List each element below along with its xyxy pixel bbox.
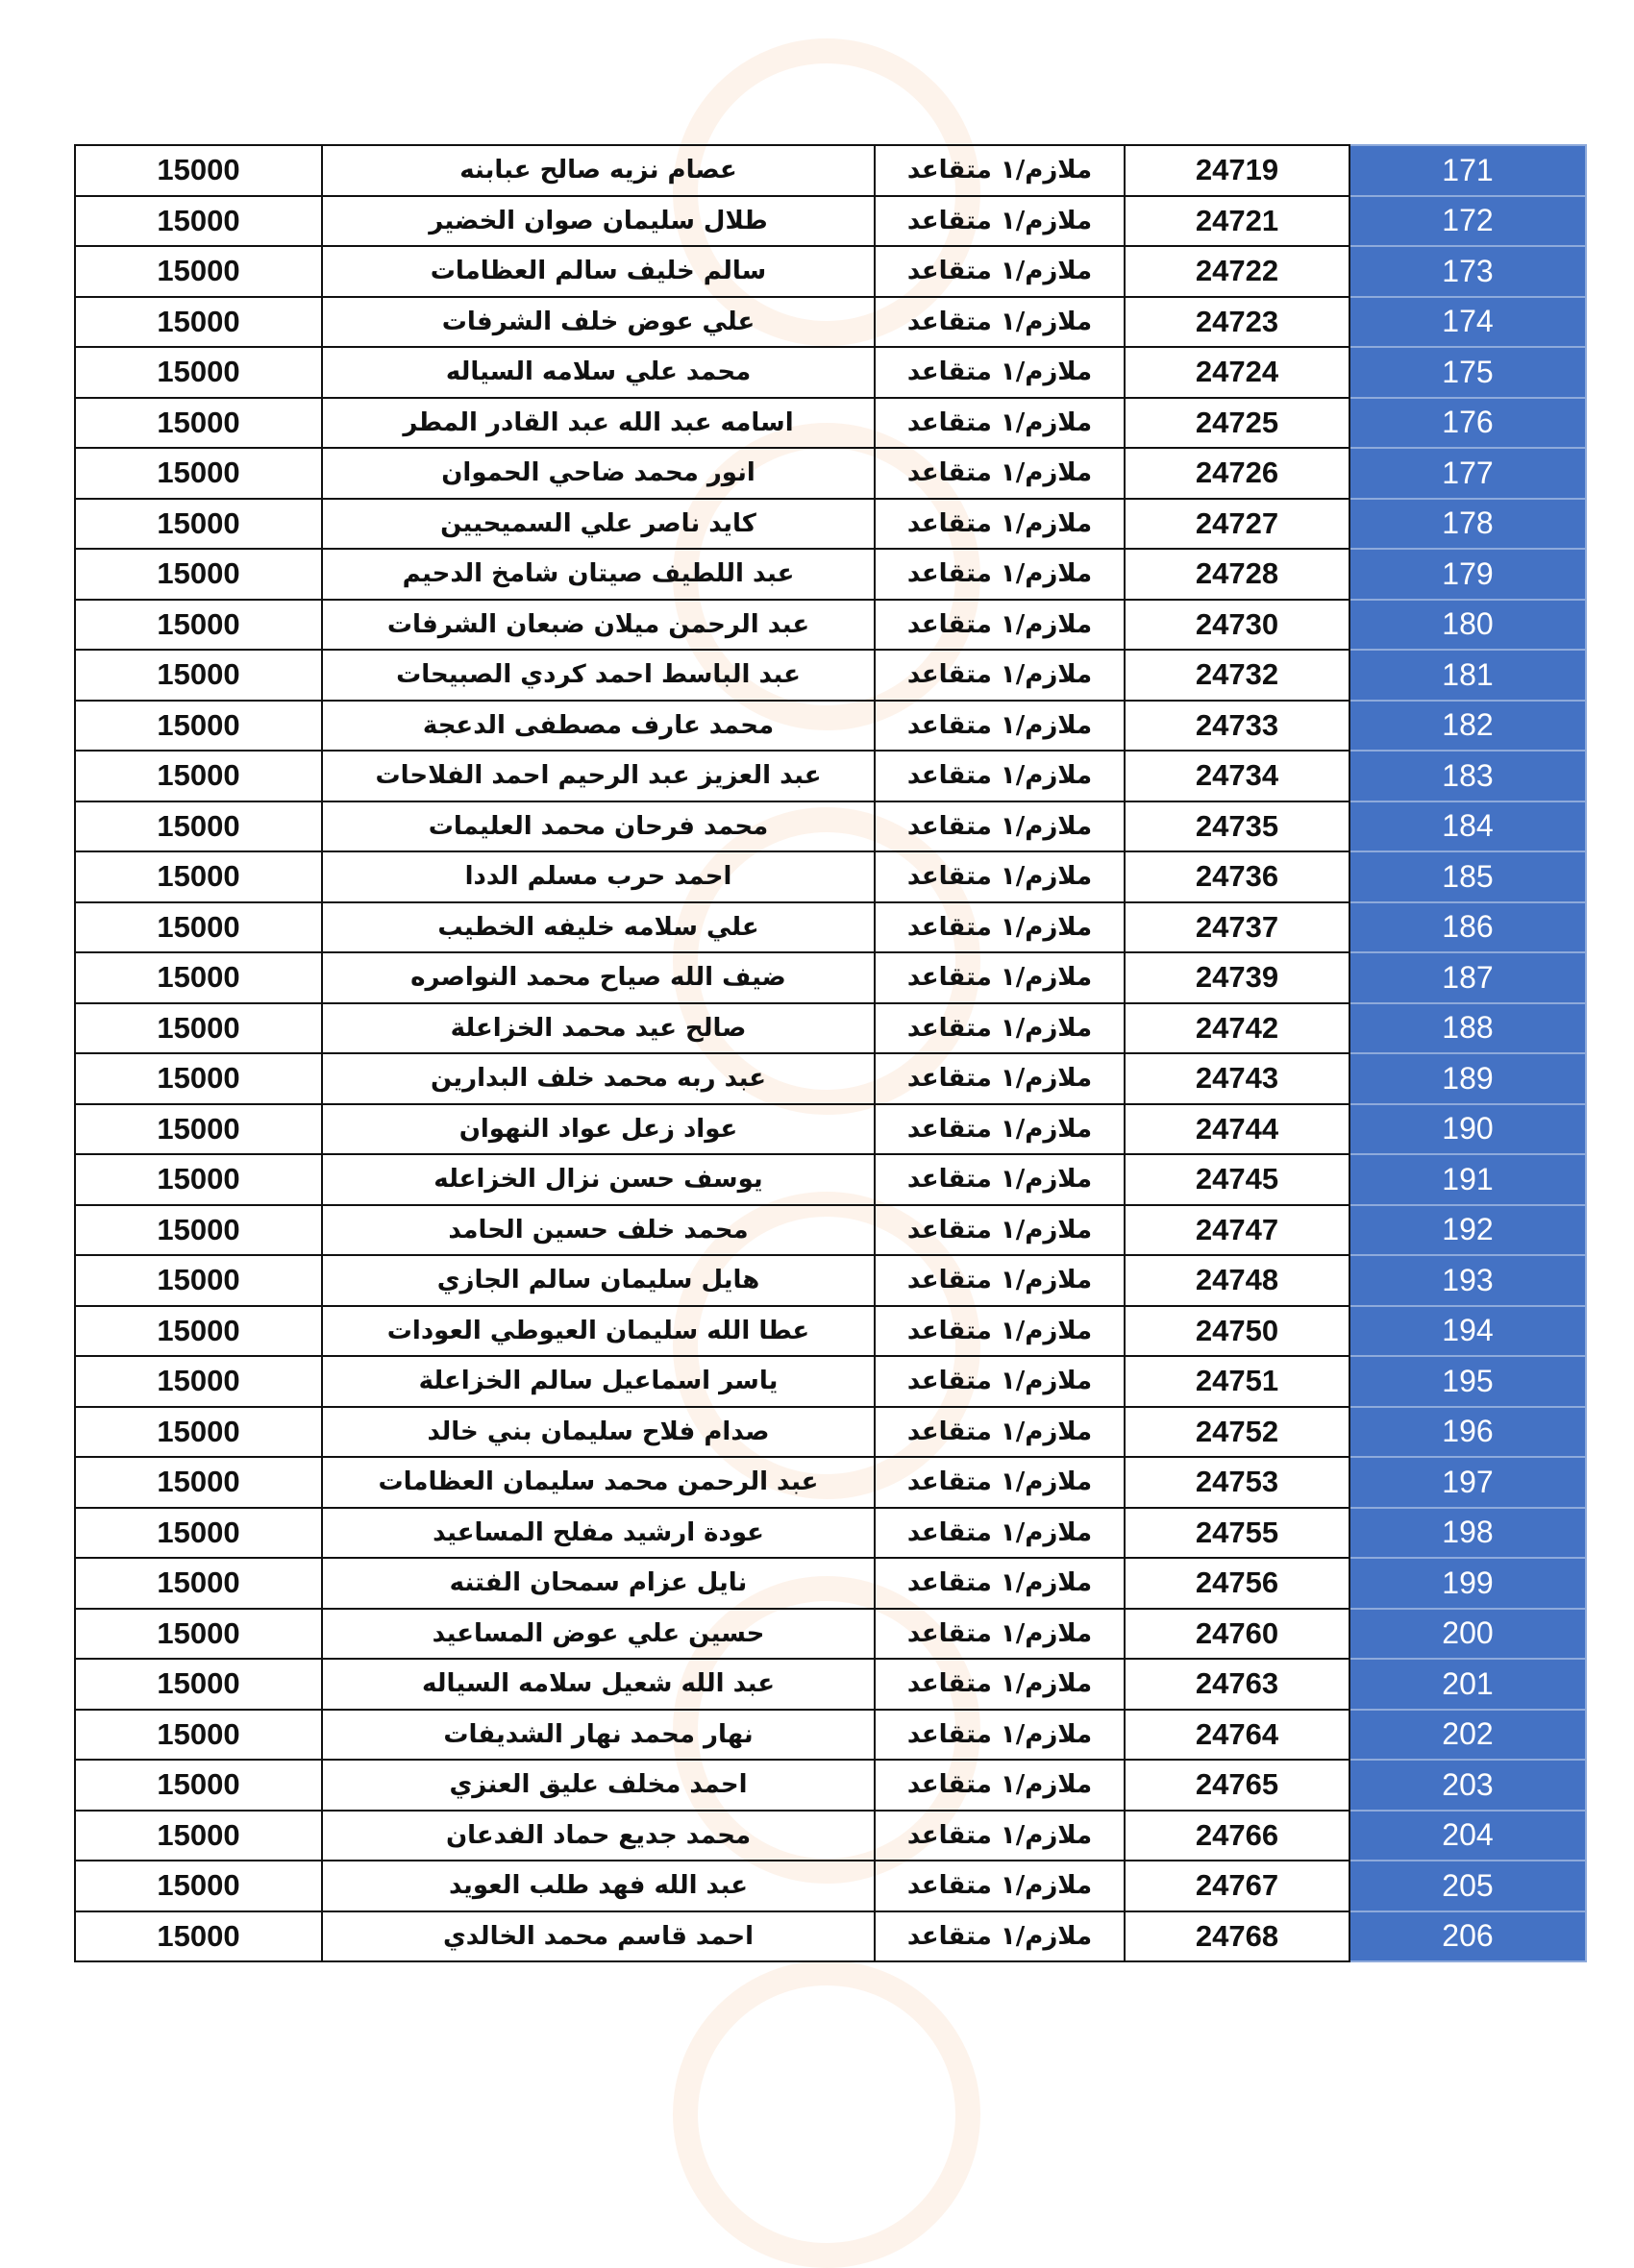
rank-cell: ملازم/١ متقاعد xyxy=(875,1760,1125,1811)
table-row xyxy=(75,600,1586,651)
table-row xyxy=(75,448,1586,499)
id-cell: 24722 xyxy=(1125,246,1349,297)
rank-cell: ملازم/١ متقاعد xyxy=(875,1356,1125,1407)
rank-cell: ملازم/١ متقاعد xyxy=(875,952,1125,1003)
name-cell: نهار محمد نهار الشديفات xyxy=(322,1710,875,1761)
rank-cell: ملازم/١ متقاعد xyxy=(875,1508,1125,1559)
row-number-cell: 202 xyxy=(1349,1710,1586,1761)
table-row xyxy=(75,751,1586,801)
name-cell: محمد عارف مصطفى الدعجة xyxy=(322,701,875,752)
table-row xyxy=(75,246,1586,297)
row-number-cell: 173 xyxy=(1349,246,1586,297)
name-cell: عودة ارشيد مفلح المساعيد xyxy=(322,1508,875,1559)
table-row xyxy=(75,1104,1586,1155)
amount-cell: 15000 xyxy=(75,1154,322,1205)
id-cell: 24768 xyxy=(1125,1911,1349,1962)
amount-cell: 15000 xyxy=(75,1003,322,1054)
amount-cell: 15000 xyxy=(75,499,322,550)
name-cell: احمد حرب مسلم الددا xyxy=(322,851,875,902)
name-cell: عبد الله فهد طلب العويد xyxy=(322,1861,875,1911)
rank-cell: ملازم/١ متقاعد xyxy=(875,1558,1125,1609)
name-cell: هايل سليمان سالم الجازي xyxy=(322,1255,875,1306)
id-cell: 24750 xyxy=(1125,1306,1349,1357)
rank-cell: ملازم/١ متقاعد xyxy=(875,1053,1125,1104)
row-number-cell: 185 xyxy=(1349,851,1586,902)
row-number-cell: 180 xyxy=(1349,600,1586,651)
name-cell: محمد جديع حماد الفدعان xyxy=(322,1811,875,1861)
name-cell: علي عوض خلف الشرفات xyxy=(322,297,875,348)
name-cell: احمد قاسم محمد الخالدي xyxy=(322,1911,875,1962)
table-row xyxy=(75,196,1586,247)
id-cell: 24736 xyxy=(1125,851,1349,902)
id-cell: 24723 xyxy=(1125,297,1349,348)
amount-cell: 15000 xyxy=(75,1811,322,1861)
table-row xyxy=(75,1861,1586,1911)
row-number-cell: 183 xyxy=(1349,751,1586,801)
rank-cell: ملازم/١ متقاعد xyxy=(875,1609,1125,1660)
table-row xyxy=(75,1154,1586,1205)
id-cell: 24763 xyxy=(1125,1659,1349,1710)
rank-cell: ملازم/١ متقاعد xyxy=(875,1306,1125,1357)
amount-cell: 15000 xyxy=(75,1457,322,1508)
amount-cell: 15000 xyxy=(75,1053,322,1104)
id-cell: 24721 xyxy=(1125,196,1349,247)
name-cell: ياسر اسماعيل سالم الخزاعلة xyxy=(322,1356,875,1407)
amount-cell: 15000 xyxy=(75,751,322,801)
name-cell: انور محمد ضاحي الحموان xyxy=(322,448,875,499)
id-cell: 24735 xyxy=(1125,801,1349,852)
name-cell: نايل عزام سمحان الفتنه xyxy=(322,1558,875,1609)
amount-cell: 15000 xyxy=(75,1407,322,1458)
name-cell: يوسف حسن نزال الخزاعله xyxy=(322,1154,875,1205)
row-number-cell: 179 xyxy=(1349,549,1586,600)
table-row xyxy=(75,1255,1586,1306)
table-row xyxy=(75,1356,1586,1407)
id-cell: 24742 xyxy=(1125,1003,1349,1054)
amount-cell: 15000 xyxy=(75,1104,322,1155)
amount-cell: 15000 xyxy=(75,145,322,196)
table-row xyxy=(75,549,1586,600)
name-cell: عصام نزيه صالح عبابنه xyxy=(322,145,875,196)
table-row xyxy=(75,1760,1586,1811)
row-number-cell: 184 xyxy=(1349,801,1586,852)
rank-cell: ملازم/١ متقاعد xyxy=(875,1205,1125,1256)
table-row xyxy=(75,952,1586,1003)
id-cell: 24719 xyxy=(1125,145,1349,196)
table-row xyxy=(75,701,1586,752)
amount-cell: 15000 xyxy=(75,1861,322,1911)
id-cell: 24756 xyxy=(1125,1558,1349,1609)
id-cell: 24765 xyxy=(1125,1760,1349,1811)
id-cell: 24744 xyxy=(1125,1104,1349,1155)
table-row xyxy=(75,1003,1586,1054)
table-row xyxy=(75,902,1586,953)
amount-cell: 15000 xyxy=(75,1558,322,1609)
id-cell: 24728 xyxy=(1125,549,1349,600)
row-number-cell: 177 xyxy=(1349,448,1586,499)
rank-cell: ملازم/١ متقاعد xyxy=(875,902,1125,953)
table-row xyxy=(75,297,1586,348)
rank-cell: ملازم/١ متقاعد xyxy=(875,1659,1125,1710)
row-number-cell: 186 xyxy=(1349,902,1586,953)
amount-cell: 15000 xyxy=(75,1356,322,1407)
rank-cell: ملازم/١ متقاعد xyxy=(875,701,1125,752)
id-cell: 24745 xyxy=(1125,1154,1349,1205)
amount-cell: 15000 xyxy=(75,398,322,449)
table-row xyxy=(75,145,1586,196)
rank-cell: ملازم/١ متقاعد xyxy=(875,1861,1125,1911)
row-number-cell: 201 xyxy=(1349,1659,1586,1710)
row-number-cell: 189 xyxy=(1349,1053,1586,1104)
row-number-cell: 204 xyxy=(1349,1811,1586,1861)
amount-cell: 15000 xyxy=(75,297,322,348)
name-cell: صدام فلاح سليمان بني خالد xyxy=(322,1407,875,1458)
row-number-cell: 178 xyxy=(1349,499,1586,550)
name-cell: حسين علي عوض المساعيد xyxy=(322,1609,875,1660)
id-cell: 24730 xyxy=(1125,600,1349,651)
name-cell: طلال سليمان صوان الخضير xyxy=(322,196,875,247)
table-row xyxy=(75,1659,1586,1710)
id-cell: 24739 xyxy=(1125,952,1349,1003)
rank-cell: ملازم/١ متقاعد xyxy=(875,549,1125,600)
id-cell: 24753 xyxy=(1125,1457,1349,1508)
name-cell: سالم خليف سالم العظامات xyxy=(322,246,875,297)
amount-cell: 15000 xyxy=(75,347,322,398)
id-cell: 24766 xyxy=(1125,1811,1349,1861)
row-number-cell: 199 xyxy=(1349,1558,1586,1609)
table-row xyxy=(75,1205,1586,1256)
row-number-cell: 198 xyxy=(1349,1508,1586,1559)
id-cell: 24727 xyxy=(1125,499,1349,550)
rank-cell: ملازم/١ متقاعد xyxy=(875,499,1125,550)
row-number-cell: 196 xyxy=(1349,1407,1586,1458)
table-row xyxy=(75,1710,1586,1761)
rank-cell: ملازم/١ متقاعد xyxy=(875,145,1125,196)
row-number-cell: 203 xyxy=(1349,1760,1586,1811)
amount-cell: 15000 xyxy=(75,1911,322,1962)
amount-cell: 15000 xyxy=(75,902,322,953)
rank-cell: ملازم/١ متقاعد xyxy=(875,1255,1125,1306)
table-row xyxy=(75,1508,1586,1559)
amount-cell: 15000 xyxy=(75,549,322,600)
row-number-cell: 172 xyxy=(1349,196,1586,247)
row-number-cell: 187 xyxy=(1349,952,1586,1003)
row-number-cell: 191 xyxy=(1349,1154,1586,1205)
row-number-cell: 194 xyxy=(1349,1306,1586,1357)
id-cell: 24726 xyxy=(1125,448,1349,499)
name-cell: عبد العزيز عبد الرحيم احمد الفلاحات xyxy=(322,751,875,801)
row-number-cell: 175 xyxy=(1349,347,1586,398)
row-number-cell: 190 xyxy=(1349,1104,1586,1155)
name-cell: محمد علي سلامه السياله xyxy=(322,347,875,398)
table-row xyxy=(75,1558,1586,1609)
id-cell: 24725 xyxy=(1125,398,1349,449)
rank-cell: ملازم/١ متقاعد xyxy=(875,851,1125,902)
rank-cell: ملازم/١ متقاعد xyxy=(875,1710,1125,1761)
table-row xyxy=(75,1609,1586,1660)
table-row xyxy=(75,801,1586,852)
name-cell: صالح عيد محمد الخزاعلة xyxy=(322,1003,875,1054)
name-cell: عواد زعل عواد النهوان xyxy=(322,1104,875,1155)
id-cell: 24743 xyxy=(1125,1053,1349,1104)
table-row xyxy=(75,1306,1586,1357)
id-cell: 24737 xyxy=(1125,902,1349,953)
table-row xyxy=(75,851,1586,902)
amount-cell: 15000 xyxy=(75,1508,322,1559)
watermark-clock-logo xyxy=(673,1960,980,2268)
amount-cell: 15000 xyxy=(75,600,322,651)
name-cell: احمد مخلف عليق العنزي xyxy=(322,1760,875,1811)
row-number-cell: 181 xyxy=(1349,650,1586,701)
id-cell: 24751 xyxy=(1125,1356,1349,1407)
name-cell: محمد فرحان محمد العليمات xyxy=(322,801,875,852)
row-number-cell: 197 xyxy=(1349,1457,1586,1508)
row-number-cell: 174 xyxy=(1349,297,1586,348)
rank-cell: ملازم/١ متقاعد xyxy=(875,347,1125,398)
rank-cell: ملازم/١ متقاعد xyxy=(875,600,1125,651)
table-row xyxy=(75,499,1586,550)
id-cell: 24732 xyxy=(1125,650,1349,701)
name-cell: عبد الله شعيل سلامه السياله xyxy=(322,1659,875,1710)
amount-cell: 15000 xyxy=(75,196,322,247)
name-cell: ضيف الله صياح محمد النواصره xyxy=(322,952,875,1003)
rank-cell: ملازم/١ متقاعد xyxy=(875,1003,1125,1054)
rank-cell: ملازم/١ متقاعد xyxy=(875,1811,1125,1861)
name-cell: عطا الله سليمان العيوطي العودات xyxy=(322,1306,875,1357)
id-cell: 24760 xyxy=(1125,1609,1349,1660)
amount-cell: 15000 xyxy=(75,1760,322,1811)
rank-cell: ملازم/١ متقاعد xyxy=(875,1104,1125,1155)
row-number-cell: 200 xyxy=(1349,1609,1586,1660)
table-row xyxy=(75,1457,1586,1508)
name-cell: علي سلامه خليفه الخطيب xyxy=(322,902,875,953)
id-cell: 24747 xyxy=(1125,1205,1349,1256)
amount-cell: 15000 xyxy=(75,801,322,852)
name-cell: عبد الباسط احمد كردي الصبيحات xyxy=(322,650,875,701)
name-cell: اسامه عبد الله عبد القادر المطر xyxy=(322,398,875,449)
name-cell: عبد اللطيف صيتان شامخ الدحيم xyxy=(322,549,875,600)
row-number-cell: 193 xyxy=(1349,1255,1586,1306)
name-cell: عبد الرحمن محمد سليمان العظامات xyxy=(322,1457,875,1508)
rank-cell: ملازم/١ متقاعد xyxy=(875,801,1125,852)
amount-cell: 15000 xyxy=(75,1710,322,1761)
table-row xyxy=(75,1811,1586,1861)
amount-cell: 15000 xyxy=(75,1255,322,1306)
table-row xyxy=(75,1407,1586,1458)
name-cell: عبد ربه محمد خلف البدارين xyxy=(322,1053,875,1104)
row-number-cell: 205 xyxy=(1349,1861,1586,1911)
rank-cell: ملازم/١ متقاعد xyxy=(875,1154,1125,1205)
rank-cell: ملازم/١ متقاعد xyxy=(875,246,1125,297)
amount-cell: 15000 xyxy=(75,952,322,1003)
rank-cell: ملازم/١ متقاعد xyxy=(875,196,1125,247)
table-row xyxy=(75,347,1586,398)
id-cell: 24752 xyxy=(1125,1407,1349,1458)
rank-cell: ملازم/١ متقاعد xyxy=(875,1407,1125,1458)
row-number-cell: 176 xyxy=(1349,398,1586,449)
id-cell: 24767 xyxy=(1125,1861,1349,1911)
rank-cell: ملازم/١ متقاعد xyxy=(875,751,1125,801)
amount-cell: 15000 xyxy=(75,650,322,701)
row-number-cell: 171 xyxy=(1349,145,1586,196)
row-number-cell: 188 xyxy=(1349,1003,1586,1054)
rank-cell: ملازم/١ متقاعد xyxy=(875,398,1125,449)
retirees-table xyxy=(74,144,1587,1962)
amount-cell: 15000 xyxy=(75,1609,322,1660)
amount-cell: 15000 xyxy=(75,1306,322,1357)
rank-cell: ملازم/١ متقاعد xyxy=(875,1457,1125,1508)
amount-cell: 15000 xyxy=(75,246,322,297)
amount-cell: 15000 xyxy=(75,701,322,752)
id-cell: 24733 xyxy=(1125,701,1349,752)
table-row xyxy=(75,650,1586,701)
name-cell: كايد ناصر علي السميحيين xyxy=(322,499,875,550)
rank-cell: ملازم/١ متقاعد xyxy=(875,448,1125,499)
id-cell: 24764 xyxy=(1125,1710,1349,1761)
amount-cell: 15000 xyxy=(75,1659,322,1710)
row-number-cell: 206 xyxy=(1349,1911,1586,1962)
table-row xyxy=(75,1053,1586,1104)
id-cell: 24734 xyxy=(1125,751,1349,801)
id-cell: 24755 xyxy=(1125,1508,1349,1559)
row-number-cell: 182 xyxy=(1349,701,1586,752)
row-number-cell: 192 xyxy=(1349,1205,1586,1256)
amount-cell: 15000 xyxy=(75,448,322,499)
table-row xyxy=(75,398,1586,449)
amount-cell: 15000 xyxy=(75,1205,322,1256)
id-cell: 24748 xyxy=(1125,1255,1349,1306)
rank-cell: ملازم/١ متقاعد xyxy=(875,297,1125,348)
name-cell: محمد خلف حسين الحامد xyxy=(322,1205,875,1256)
amount-cell: 15000 xyxy=(75,851,322,902)
name-cell: عبد الرحمن ميلان ضبعان الشرفات xyxy=(322,600,875,651)
row-number-cell: 195 xyxy=(1349,1356,1586,1407)
id-cell: 24724 xyxy=(1125,347,1349,398)
rank-cell: ملازم/١ متقاعد xyxy=(875,650,1125,701)
table-row xyxy=(75,1911,1586,1962)
rank-cell: ملازم/١ متقاعد xyxy=(875,1911,1125,1962)
